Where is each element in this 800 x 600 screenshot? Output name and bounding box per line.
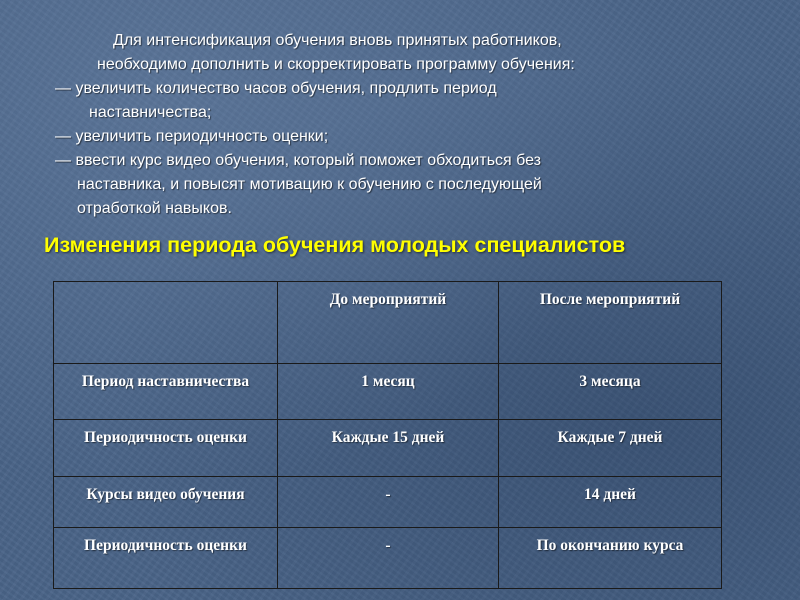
table-header-cell bbox=[54, 282, 278, 364]
bullet-item: — увеличить количество часов обучения, продлить период bbox=[55, 80, 497, 97]
bullet-item-continuation: отработкой навыков. bbox=[77, 200, 232, 217]
table-row bbox=[54, 477, 722, 528]
section-heading: Изменения периода обучения молодых специалистов bbox=[44, 233, 626, 257]
table-cell: Периодичность оценки bbox=[54, 528, 278, 589]
table-header-cell: До мероприятий bbox=[278, 282, 499, 364]
table-header-cell: После мероприятий bbox=[499, 282, 722, 364]
table-cell: По окончанию курса bbox=[499, 528, 722, 589]
bullet-item: — ввести курс видео обучения, который поможет обходиться без bbox=[55, 152, 541, 169]
table-row bbox=[54, 420, 722, 477]
bullet-item-continuation: наставника, и повысят мотивацию к обучению с последующей bbox=[77, 176, 542, 193]
table-cell: Курсы видео обучения bbox=[54, 477, 278, 528]
table-row bbox=[54, 528, 722, 589]
table-cell: 3 месяца bbox=[499, 364, 722, 420]
table-cell: 1 месяц bbox=[278, 364, 499, 420]
table-cell: - bbox=[278, 528, 499, 589]
table-cell: Каждые 7 дней bbox=[499, 420, 722, 477]
changes-table bbox=[53, 281, 722, 589]
table-cell: Период наставничества bbox=[54, 364, 278, 420]
intro-line: Для интенсификация обучения вновь принятых работников, bbox=[113, 32, 562, 49]
table-cell: Каждые 15 дней bbox=[278, 420, 499, 477]
table-row bbox=[54, 364, 722, 420]
table-header-row bbox=[54, 282, 722, 364]
table-cell: - bbox=[278, 477, 499, 528]
bullet-item-continuation: наставничества; bbox=[89, 104, 212, 121]
intro-line: необходимо дополнить и скорректировать программу обучения: bbox=[97, 56, 575, 73]
bullet-item: — увеличить периодичность оценки; bbox=[55, 128, 329, 145]
table-cell: 14 дней bbox=[499, 477, 722, 528]
table-cell: Периодичность оценки bbox=[54, 420, 278, 477]
